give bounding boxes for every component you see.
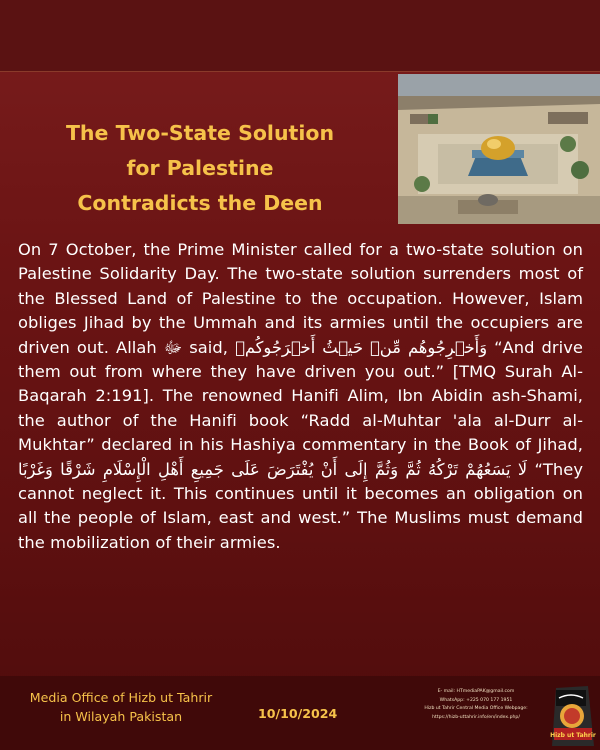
headline-line-1: The Two-State Solution xyxy=(65,121,335,145)
logo-text: Hizb ut Tahrir xyxy=(550,732,596,739)
article-body xyxy=(18,238,583,555)
contact-email: E- mail: HTmediaPAK@gmail.com xyxy=(437,689,515,694)
contact-url: https://hizb-uttahrir.info/en/index.php/ xyxy=(432,714,520,720)
top-banner xyxy=(0,0,600,72)
headline xyxy=(14,116,386,221)
headline-line-2: for Palestine xyxy=(126,156,274,180)
office-line-1: Media Office of Hizb ut Tahrir xyxy=(29,690,213,705)
contact-whatsapp: WhatsApp: +225 070 177 1951 xyxy=(439,697,513,703)
publish-date: 10/10/2024 xyxy=(258,706,338,721)
headline-line-3: Contradicts the Deen xyxy=(77,191,323,215)
contact-info xyxy=(408,688,544,722)
hashiya-quote-arabic: لَا يَسَعُهُمْ تَرْكُهُ ثُمَّ وَثُمَّ إِلَى أَنْ يُفْتَرَضَ عَلَى جَمِيعِ أَهْلِ الْإِسْلَامِ شَرْقًا وَغَرْبًا xyxy=(18,459,528,479)
quran-verse-arabic: وَأَخۡرِجُوهُم مِّنۡ حَيۡثُ أَخۡرَجُوكُمۡ xyxy=(235,337,488,357)
dome-of-the-rock-photo xyxy=(398,74,600,224)
article-text-3: “They cannot neglect it. This continues until it becomes an obligation on all the people of Islam, east and west.” The Muslims must demand the mobilization of their armies. xyxy=(18,459,584,552)
contact-webpage-label: Hizb ut Tahrir Central Media Office Webpage: xyxy=(424,706,528,712)
media-office-name xyxy=(16,688,226,726)
office-line-2: in Wilayah Pakistan xyxy=(59,709,183,724)
article-text-1: On 7 October, the Prime Minister called for a two-state solution on Palestine Solidarity Day. The two-state solution surrenders most of the Blessed Land of Palestine to the occupation. However, Islam obliges Jihad by the Ummah and its armies until the occupiers are driven out. Allah ﷻ said, xyxy=(18,240,583,357)
hizb-ut-tahrir-logo xyxy=(544,680,600,746)
article-text-2: “And drive them out from where they have driven you out.” [TMQ Surah Al-Baqarah 2:191]. The renowned Hanifi Alim, Ibn Abidin ash-Shami, the author of the Hanifi book “Radd al-Muhtar 'ala al-Durr al-Mukhtar” declared in his Hashiya commentary in the Book of Jihad, xyxy=(18,337,583,455)
